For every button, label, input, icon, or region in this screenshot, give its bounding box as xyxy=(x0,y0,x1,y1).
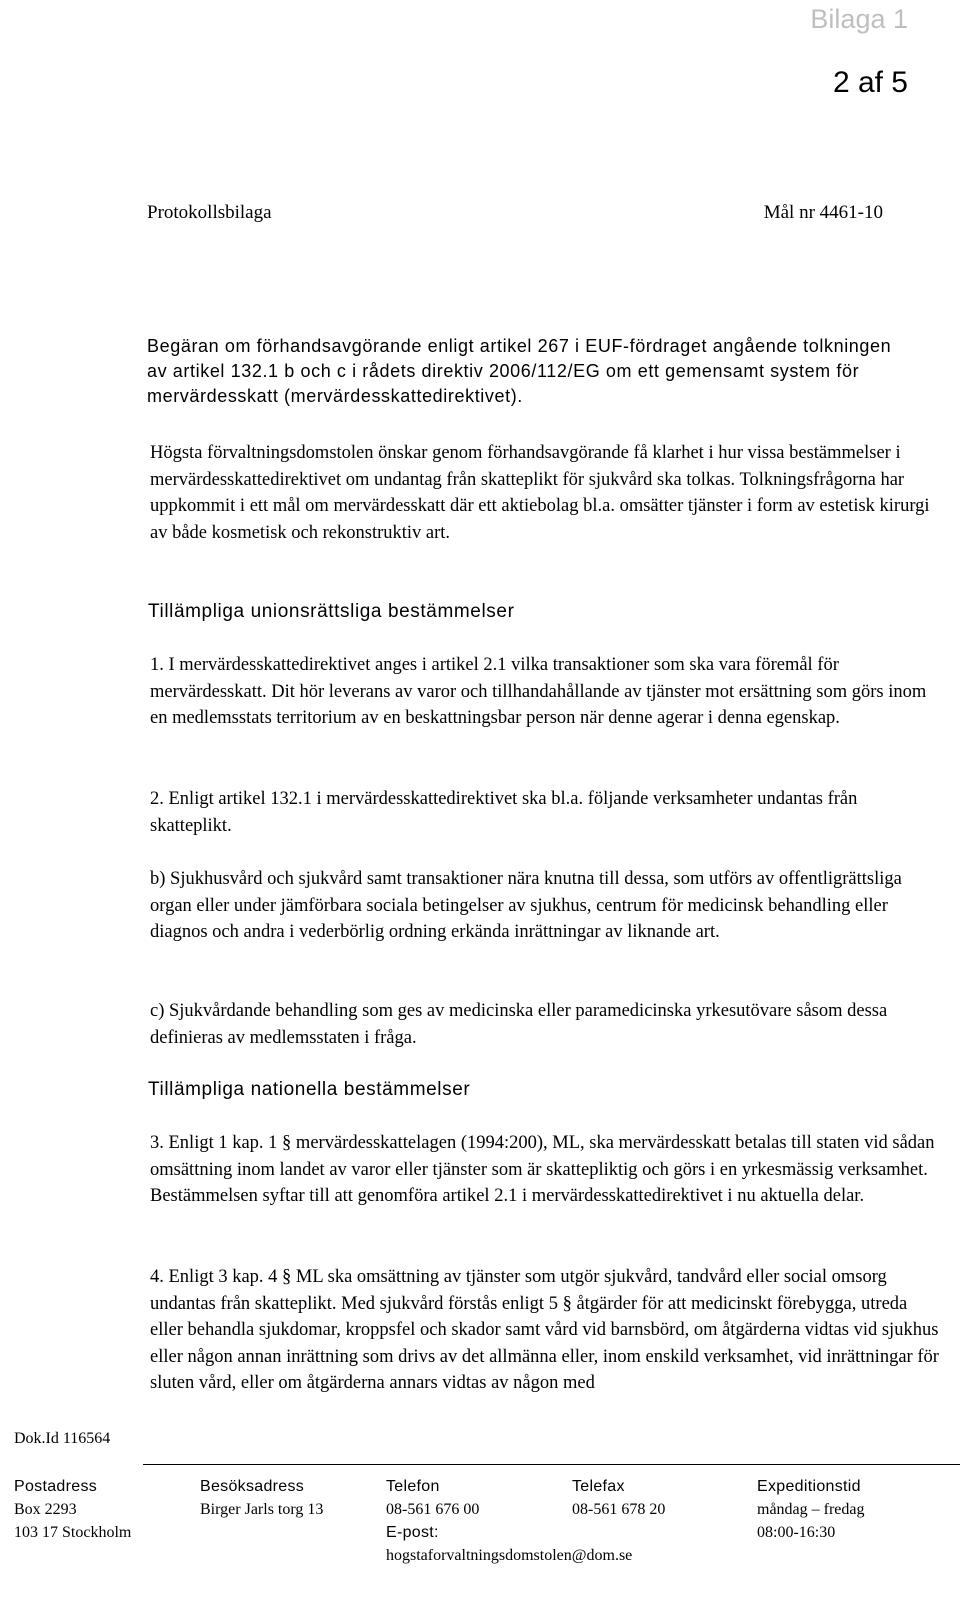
paragraph-1-text: 1. I mervärdesskattedirektivet anges i artikel 2.1 vilka transaktioner som ska vara föremål för mervärdesskatt. Dit hör leverans av varor och tillhandahållande av tjänster mot ersättning som görs inom en medlemsstats territorium av en beskattningsbar person när denne agerar i denna egenskap. xyxy=(150,655,927,728)
paragraph-4 xyxy=(150,1264,940,1397)
office-hours-time: 08:00-16:30 xyxy=(757,1524,836,1541)
fax-label: Telefax xyxy=(572,1478,625,1495)
document-id: Dok.Id 116564 xyxy=(14,1430,111,1447)
office-hours-label: Expeditionstid xyxy=(757,1478,861,1495)
postal-address-label: Postadress xyxy=(14,1478,98,1495)
page-number: 2 af 5 xyxy=(832,66,908,99)
paragraph-2b-text: b) Sjukhusvård och sjukvård samt transaktioner nära knutna till dessa, som utförs av offentligrättsliga organ eller under jämförbara sociala betingelser av sjukhus, centrum för medicinsk behandling eller diagnos och andra i vederbörlig ordning erkända inrättningar av liknande art. xyxy=(150,869,902,942)
visiting-address-label: Besöksadress xyxy=(200,1478,305,1495)
document-type: Protokollsbilaga xyxy=(147,202,272,223)
intro-paragraph xyxy=(150,440,940,546)
document-title: Begäran om förhandsavgörande enligt artikel 267 i EUF-fördraget angående tolkningen av artikel 132.1 b och c i rådets direktiv 2006/112/EG om ett gemensamt system för mervärdesskatt (mervärdesskattedirektivet). xyxy=(147,336,892,406)
paragraph-3 xyxy=(150,1130,940,1210)
intro-text: Högsta förvaltningsdomstolen önskar genom förhandsavgörande få klarhet i hur vissa bestämmelser i mervärdesskattedirektivet om undantag från skatteplikt för sjukvård ska tolkas. Tolkningsfrågorna har uppkommit i ett mål om mervärdesskatt där ett aktiebolag bl.a. omsätter tjänster i form av estetisk kirurgi av både kosmetisk och rekonstruktiv art. xyxy=(150,443,930,543)
paragraph-1 xyxy=(150,652,940,732)
visiting-address-line1: Birger Jarls torg 13 xyxy=(200,1501,324,1518)
appendix-label: Bilaga 1 xyxy=(810,4,908,34)
paragraph-2c xyxy=(150,998,940,1051)
paragraph-2 xyxy=(150,786,940,839)
paragraph-3-text: 3. Enligt 1 kap. 1 § mervärdesskattelagen (1994:200), ML, ska mervärdesskatt betalas till staten vid sådan omsättning inom landet av varor eller tjänster som är skattepliktig och görs i en yrkesmässig verksamhet. Bestämmelsen syftar till att genomföra artikel 2.1 i mervärdesskattedirektivet i nu aktuella delar. xyxy=(150,1133,935,1206)
paragraph-2c-text: c) Sjukvårdande behandling som ges av medicinska eller paramedicinska yrkesutövare såsom dessa definieras av medlemsstaten i fråga. xyxy=(150,1001,888,1048)
email-label: E-post: xyxy=(386,1524,439,1541)
office-hours-days: måndag – fredag xyxy=(757,1501,865,1518)
case-number: Mål nr 4461-10 xyxy=(763,202,883,223)
postal-address-line1: Box 2293 xyxy=(14,1501,77,1518)
heading-national-provisions: Tillämpliga nationella bestämmelser xyxy=(148,1079,471,1100)
paragraph-2b xyxy=(150,866,940,946)
email-value[interactable]: hogstaforvaltningsdomstolen@dom.se xyxy=(386,1547,633,1564)
fax-value: 08-561 678 20 xyxy=(572,1501,666,1518)
footer-divider xyxy=(143,1464,960,1465)
phone-value: 08-561 676 00 xyxy=(386,1501,480,1518)
paragraph-4-text: 4. Enligt 3 kap. 4 § ML ska omsättning av tjänster som utgör sjukvård, tandvård eller social omsorg undantas från skatteplikt. Med sjukvård förstås enligt 5 § åtgärder för att medicinskt förebygga, utreda eller behandla sjukdomar, kroppsfel och skador samt vård vid barnsbörd, om åtgärderna vidtas vid sjukhus eller någon annan inrättning som drivs av det allmänna eller, inom enskild verksamhet, vid inrättningar för sluten vård, eller om åtgärderna annars vidtas av någon med xyxy=(150,1267,939,1393)
paragraph-2-text: 2. Enligt artikel 132.1 i mervärdesskattedirektivet ska bl.a. följande verksamheter undantas från skatteplikt. xyxy=(150,789,858,836)
postal-address-line2: 103 17 Stockholm xyxy=(14,1524,132,1541)
heading-eu-provisions: Tillämpliga unionsrättsliga bestämmelser xyxy=(148,601,515,622)
phone-label: Telefon xyxy=(386,1478,440,1495)
